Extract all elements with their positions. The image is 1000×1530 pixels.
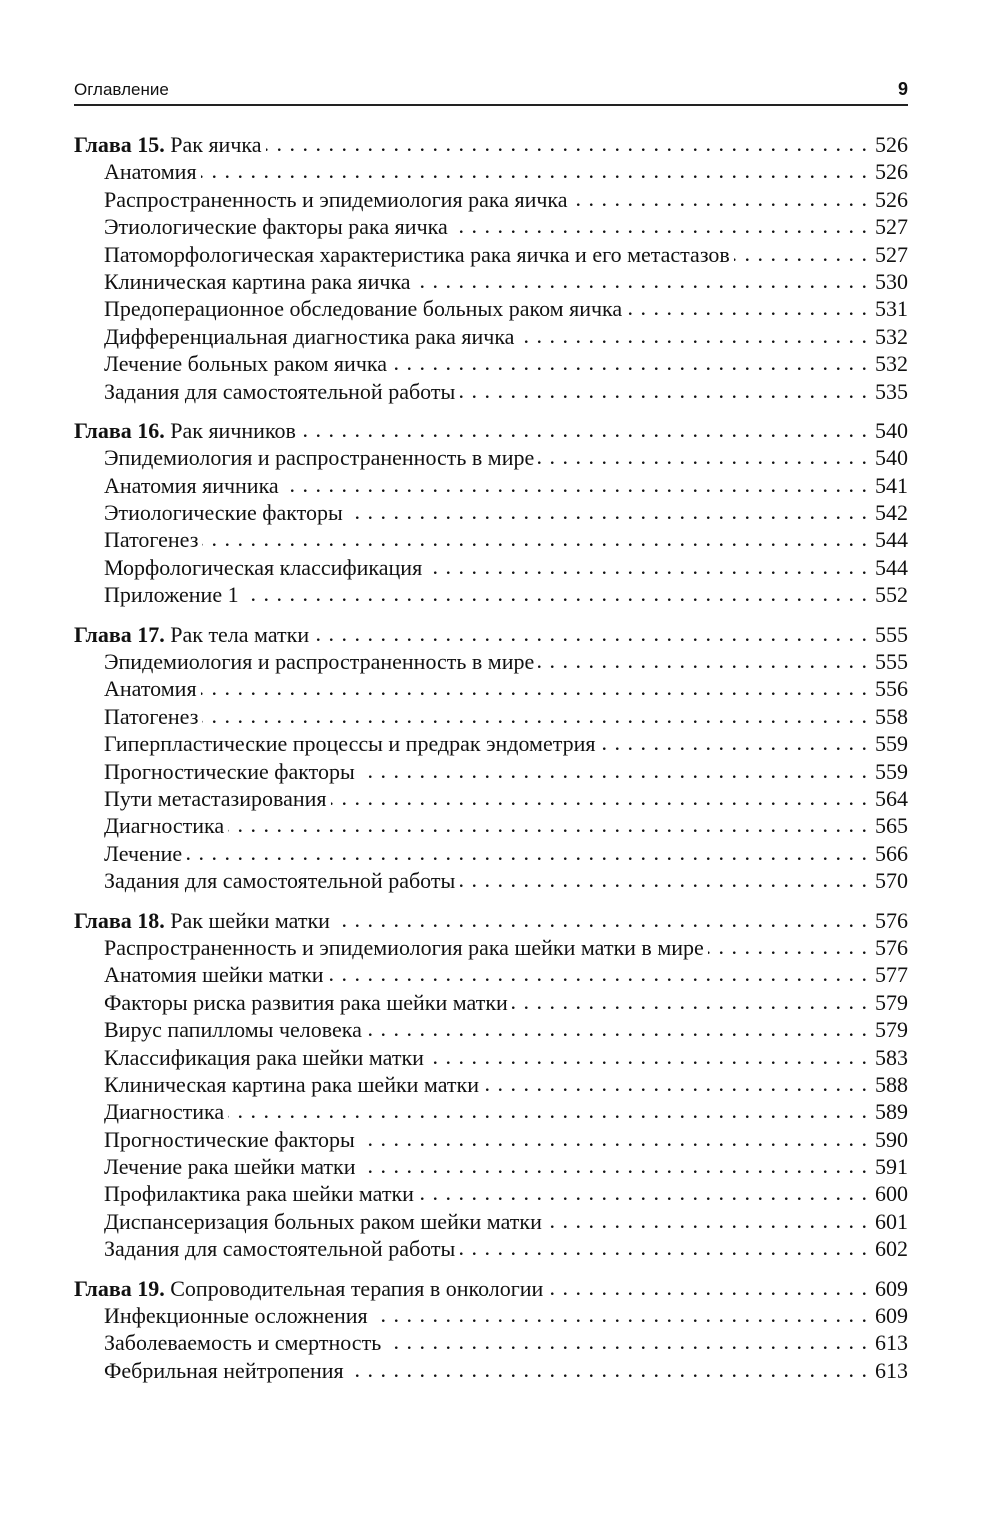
toc-item-page: 552 bbox=[875, 582, 908, 608]
toc-item-row bbox=[74, 729, 908, 756]
toc-item-row bbox=[74, 443, 908, 470]
toc-item-page: 579 bbox=[875, 1017, 908, 1043]
toc-item-page: 527 bbox=[875, 214, 908, 240]
dot-leader bbox=[600, 729, 868, 751]
toc-item-row bbox=[74, 1301, 908, 1328]
toc-item-page: 531 bbox=[875, 296, 908, 322]
dot-leader bbox=[360, 1152, 869, 1174]
toc-chapter-prefix: Глава 15. bbox=[74, 132, 165, 157]
toc-chapter-title: Сопроводительная терапия в онкологии bbox=[170, 1275, 544, 1301]
toc-chapter-page: 526 bbox=[875, 132, 908, 157]
toc-item-row bbox=[74, 988, 908, 1015]
toc-item-row bbox=[74, 702, 908, 729]
toc-item-title: Клиническая картина рака яичка bbox=[104, 268, 411, 294]
toc-item-page: 530 bbox=[875, 268, 908, 294]
toc-chapter-prefix: Глава 19. bbox=[74, 1275, 165, 1301]
toc-item-title: Гиперпластические процессы и предрак эндометрия bbox=[104, 731, 596, 757]
toc-item-page: 565 bbox=[875, 813, 908, 839]
toc-item-page: 591 bbox=[875, 1154, 908, 1180]
toc-item-row bbox=[74, 1097, 908, 1124]
toc-item-page: 535 bbox=[875, 378, 908, 404]
toc-item-page: 558 bbox=[875, 703, 908, 729]
toc-item-title: Анатомия шейки матки bbox=[104, 962, 324, 988]
running-header bbox=[74, 78, 908, 106]
toc-item-page: 532 bbox=[875, 351, 908, 377]
toc-item-page: 579 bbox=[875, 989, 908, 1015]
toc-chapter bbox=[74, 906, 908, 1262]
dot-leader bbox=[348, 1356, 868, 1378]
toc-item-title: Диагностика bbox=[104, 1099, 225, 1125]
dot-leader bbox=[313, 620, 868, 642]
toc-item-row bbox=[74, 1015, 908, 1042]
dot-leader bbox=[538, 443, 868, 465]
toc-item-title: Диспансеризация больных раком шейки матки bbox=[104, 1208, 542, 1234]
toc-chapter-prefix: Глава 18. bbox=[74, 907, 165, 933]
dot-leader bbox=[538, 647, 868, 669]
toc-item-row bbox=[74, 866, 908, 893]
toc-item-row bbox=[74, 157, 908, 184]
toc-item-page: 532 bbox=[875, 323, 908, 349]
toc-chapter-row bbox=[74, 620, 908, 647]
toc-item-page: 570 bbox=[875, 868, 908, 894]
toc-item-title: Анатомия bbox=[104, 676, 197, 702]
toc-item-row bbox=[74, 377, 908, 404]
toc-item-row bbox=[74, 1328, 908, 1355]
toc-item-row bbox=[74, 212, 908, 239]
toc-item-row bbox=[74, 498, 908, 525]
table-of-contents bbox=[74, 130, 908, 1395]
toc-item-page: 556 bbox=[875, 676, 908, 702]
toc-item-row bbox=[74, 1125, 908, 1152]
dot-leader bbox=[708, 933, 868, 955]
toc-chapter-title: Рак яичников bbox=[170, 417, 296, 443]
toc-item-row bbox=[74, 1152, 908, 1179]
toc-chapter-label bbox=[74, 131, 262, 158]
toc-item-page: 541 bbox=[875, 472, 908, 498]
dot-leader bbox=[201, 674, 868, 696]
toc-chapter-title: Рак шейки матки bbox=[170, 907, 330, 933]
toc-item-page: 600 bbox=[875, 1181, 908, 1207]
toc-item-title: Заболеваемость и смертность bbox=[104, 1330, 382, 1356]
toc-item-row bbox=[74, 349, 908, 376]
toc-item-title: Диагностика bbox=[104, 813, 225, 839]
dot-leader bbox=[328, 960, 868, 982]
dot-leader bbox=[243, 580, 868, 602]
toc-item-title: Распространенность и эпидемиология рака яичка bbox=[104, 186, 568, 212]
toc-chapter-label bbox=[74, 1275, 543, 1302]
toc-item-title: Профилактика рака шейки матки bbox=[104, 1181, 414, 1207]
dot-leader bbox=[547, 1274, 868, 1296]
dot-leader bbox=[186, 839, 868, 861]
toc-chapter-page: 609 bbox=[875, 1275, 908, 1301]
toc-item-page: 559 bbox=[875, 731, 908, 757]
dot-leader bbox=[202, 702, 868, 724]
toc-item-row bbox=[74, 811, 908, 838]
toc-chapter bbox=[74, 416, 908, 608]
toc-chapter-title: Рак тела матки bbox=[170, 621, 310, 647]
toc-item-row bbox=[74, 185, 908, 212]
toc-item-page: 576 bbox=[875, 934, 908, 960]
toc-item-title: Прогностические факторы bbox=[104, 758, 355, 784]
toc-item-row bbox=[74, 580, 908, 607]
toc-chapter bbox=[74, 620, 908, 894]
toc-item-page: 613 bbox=[875, 1357, 908, 1383]
dot-leader bbox=[415, 267, 868, 289]
toc-chapter-prefix: Глава 17. bbox=[74, 621, 165, 647]
toc-item-title: Лечение больных раком яичка bbox=[104, 351, 388, 377]
toc-item-page: 601 bbox=[875, 1208, 908, 1234]
toc-item-page: 609 bbox=[875, 1303, 908, 1329]
toc-chapter-page: 576 bbox=[875, 907, 908, 933]
toc-item-title: Морфологическая классификация bbox=[104, 554, 423, 580]
toc-item-page: 559 bbox=[875, 758, 908, 784]
toc-item-row bbox=[74, 1234, 908, 1261]
toc-item-page: 544 bbox=[875, 527, 908, 553]
toc-item-row bbox=[74, 525, 908, 552]
toc-item-title: Анатомия bbox=[104, 159, 197, 185]
dot-leader bbox=[385, 1328, 868, 1350]
toc-item-row bbox=[74, 553, 908, 580]
toc-item-row bbox=[74, 757, 908, 784]
toc-item-title: Предоперационное обследование больных раком яичка bbox=[104, 296, 623, 322]
dot-leader bbox=[366, 1015, 868, 1037]
toc-item-row bbox=[74, 1043, 908, 1070]
toc-item-title: Эпидемиология и распространенность в мире bbox=[104, 649, 535, 675]
dot-leader bbox=[734, 240, 868, 262]
toc-chapter-row bbox=[74, 1274, 908, 1301]
dot-leader bbox=[202, 525, 868, 547]
toc-chapter-title: Рак яичка bbox=[170, 132, 262, 157]
toc-item-title: Патогенез bbox=[104, 703, 199, 729]
dot-leader bbox=[331, 784, 868, 806]
toc-item-row bbox=[74, 267, 908, 294]
dot-leader bbox=[459, 866, 868, 888]
toc-item-row bbox=[74, 839, 908, 866]
toc-item-title: Пути метастазирования bbox=[104, 785, 327, 811]
toc-item-page: 588 bbox=[875, 1071, 908, 1097]
toc-item-title: Патогенез bbox=[104, 527, 199, 553]
toc-item-page: 540 bbox=[875, 445, 908, 471]
dot-leader bbox=[300, 416, 868, 438]
toc-item-title: Классификация рака шейки матки bbox=[104, 1044, 424, 1070]
toc-item-page: 577 bbox=[875, 962, 908, 988]
dot-leader bbox=[459, 1234, 868, 1256]
toc-item-title: Патоморфологическая характеристика рака яичка и его метастазов bbox=[104, 241, 730, 267]
toc-item-page: 590 bbox=[875, 1126, 908, 1152]
toc-item-title: Факторы риска развития рака шейки матки bbox=[104, 989, 508, 1015]
header-page-number: 9 bbox=[897, 79, 908, 99]
toc-item-title: Приложение 1 bbox=[104, 582, 239, 608]
toc-item-page: 544 bbox=[875, 554, 908, 580]
toc-item-row bbox=[74, 1179, 908, 1206]
dot-leader bbox=[428, 1043, 868, 1065]
toc-item-row bbox=[74, 294, 908, 321]
dot-leader bbox=[228, 1097, 868, 1119]
toc-item-page: 526 bbox=[875, 186, 908, 212]
dot-leader bbox=[518, 322, 868, 344]
toc-item-page: 566 bbox=[875, 840, 908, 866]
toc-item-title: Фебрильная нейтропения bbox=[104, 1357, 344, 1383]
toc-item-title: Распространенность и эпидемиология рака шейки матки в мире bbox=[104, 934, 704, 960]
toc-item-page: 564 bbox=[875, 785, 908, 811]
toc-item-row bbox=[74, 960, 908, 987]
toc-item-row bbox=[74, 1070, 908, 1097]
toc-chapter-row bbox=[74, 416, 908, 443]
dot-leader bbox=[459, 377, 868, 399]
toc-chapter-label bbox=[74, 621, 309, 648]
toc-item-row bbox=[74, 322, 908, 349]
toc-item-title: Клиническая картина рака шейки матки bbox=[104, 1071, 479, 1097]
dot-leader bbox=[359, 1125, 868, 1147]
toc-item-row bbox=[74, 784, 908, 811]
dot-leader bbox=[334, 906, 868, 928]
toc-item-page: 527 bbox=[875, 241, 908, 267]
toc-item-page: 583 bbox=[875, 1044, 908, 1070]
dot-leader bbox=[228, 811, 868, 833]
toc-item-row bbox=[74, 1207, 908, 1234]
dot-leader bbox=[512, 988, 868, 1010]
toc-item-title: Задания для самостоятельной работы bbox=[104, 868, 456, 894]
dot-leader bbox=[626, 294, 868, 316]
toc-chapter bbox=[74, 1274, 908, 1384]
toc-item-row bbox=[74, 240, 908, 267]
toc-chapter-row bbox=[74, 906, 908, 933]
toc-item-row bbox=[74, 647, 908, 674]
dot-leader bbox=[201, 157, 868, 179]
dot-leader bbox=[483, 1070, 868, 1092]
toc-item-title: Этиологические факторы рака яичка bbox=[104, 214, 448, 240]
dot-leader bbox=[391, 349, 868, 371]
toc-chapter-page: 555 bbox=[875, 621, 908, 647]
toc-item-title: Лечение bbox=[104, 840, 183, 866]
toc-item-page: 589 bbox=[875, 1099, 908, 1125]
toc-item-page: 613 bbox=[875, 1330, 908, 1356]
dot-leader bbox=[266, 130, 868, 152]
toc-chapter-label bbox=[74, 907, 330, 934]
toc-chapter-row bbox=[74, 130, 908, 157]
dot-leader bbox=[572, 185, 868, 207]
dot-leader bbox=[452, 212, 868, 234]
dot-leader bbox=[359, 757, 868, 779]
toc-item-page: 526 bbox=[875, 159, 908, 185]
toc-item-title: Вирус папилломы человека bbox=[104, 1017, 362, 1043]
toc-item-title: Этиологические факторы bbox=[104, 500, 343, 526]
toc-chapter-prefix: Глава 16. bbox=[74, 417, 165, 443]
dot-leader bbox=[283, 471, 868, 493]
dot-leader bbox=[426, 553, 868, 575]
toc-item-page: 602 bbox=[875, 1236, 908, 1262]
toc-item-row bbox=[74, 674, 908, 701]
dot-leader bbox=[546, 1207, 868, 1229]
toc-item-title: Прогностические факторы bbox=[104, 1126, 355, 1152]
toc-item-title: Инфекционные осложнения bbox=[104, 1303, 368, 1329]
toc-item-page: 542 bbox=[875, 500, 908, 526]
dot-leader bbox=[347, 498, 868, 520]
toc-item-row bbox=[74, 933, 908, 960]
dot-leader bbox=[372, 1301, 868, 1323]
toc-item-title: Задания для самостоятельной работы bbox=[104, 1236, 456, 1262]
toc-item-page: 555 bbox=[875, 649, 908, 675]
dot-leader bbox=[418, 1179, 868, 1201]
toc-item-title: Анатомия яичника bbox=[104, 472, 279, 498]
toc-chapter-page: 540 bbox=[875, 417, 908, 443]
header-title: Оглавление bbox=[74, 80, 169, 99]
toc-item-title: Лечение рака шейки матки bbox=[104, 1154, 356, 1180]
toc-item-title: Задания для самостоятельной работы bbox=[104, 378, 456, 404]
toc-item-row bbox=[74, 471, 908, 498]
toc-chapter-label bbox=[74, 417, 296, 444]
toc-chapter bbox=[74, 130, 908, 404]
toc-item-title: Эпидемиология и распространенность в мире bbox=[104, 445, 535, 471]
toc-item-title: Дифференциальная диагностика рака яичка bbox=[104, 323, 515, 349]
toc-item-row bbox=[74, 1356, 908, 1383]
